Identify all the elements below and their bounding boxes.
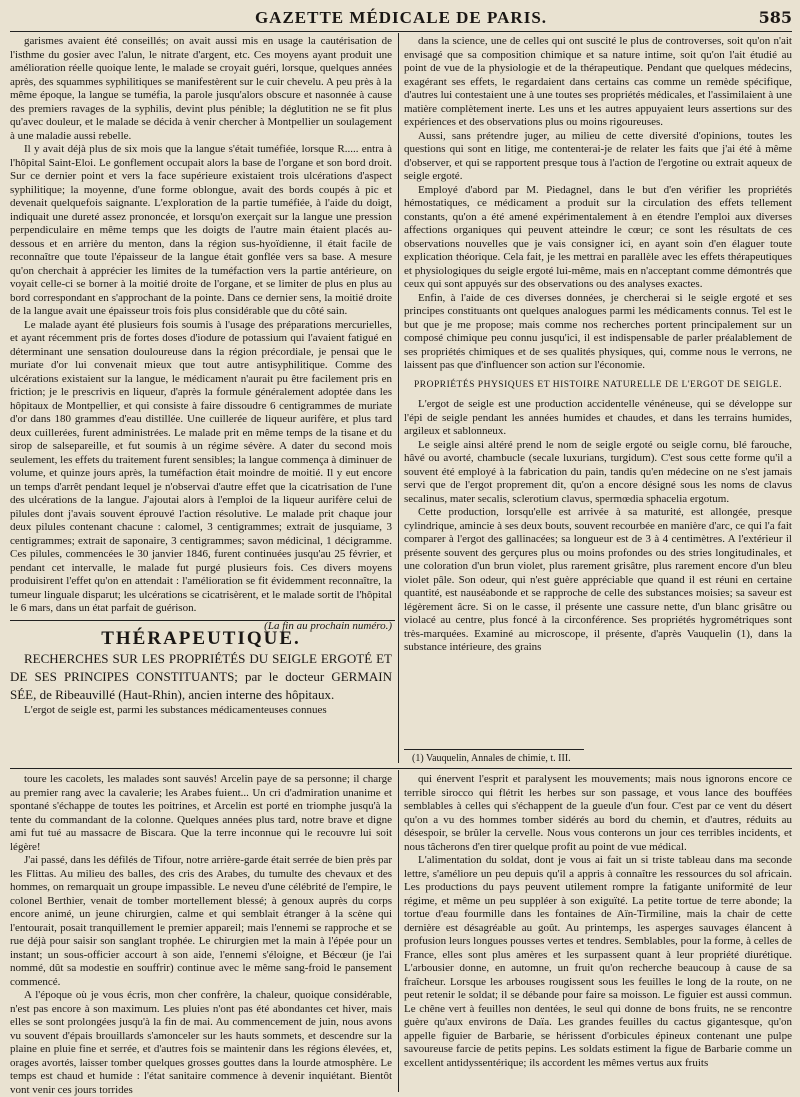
footnote: (1) Vauquelin, Annales de chimie, t. III. (412, 753, 571, 764)
paragraph: toure les cacolets, les malades sont sauvés! Arcelin paye de sa personne; il charge au premier rang avec la cavalerie; les Arabes fuient... Un cri d'admiration unanime et spontané s'échappe de toutes les poitrines, et Arcelin est porté en triomphe jusqu'à la tente du commandant de la colonne. Quelques années plus tard, notre brave et digne ami fut tué au massacre de Biscara. Que la terre inconnue qui le recouvre lui soit légère! (10, 773, 392, 853)
feuilleton-right (404, 773, 792, 1093)
journal-title: GAZETTE MÉDICALE DE PARIS. (254, 8, 548, 27)
paragraph: L'alimentation du soldat, dont je vous ai fait un si triste tableau dans ma seconde lettre, s'améliore un peu depuis qu'il a appris à connaître les ressources du sol africain. Les productions du pays peuvent utilement rompre la fatigante uniformité de leur régime, et même un peu suppléer à son exiguïté. La petite tortue de terre abonde; la tortue d'eau fourmille dans les fontaines de Aïn-Tirmiline, mais la chair de cette dernière est désagréable au goût. Au printemps, les asperges sauvages élancent à profusion leurs longues pousses vertes et tendres. Semblables, pour la forme, à celles de France, elles sont plus amères et les surpassent quant à leur propriété diurétique. L'arbousier donne, en automne, un fruit qu'on recherche beaucoup à cause de sa fraîcheur. Lorsque les arbouses rougissent sous les feuilles le long de la route, on ne peut retenir le soldat; il se débande pour faire sa moisson. Le figuier est aussi commun. Le chêne vert à feuilles non dentées, le seul qui donne de bons fruits, ne se rencontre guère qu'aux environs de Daïa. Les grandes feuilles du cactus gigantesque, qu'on appelle figuier de Barbarie, se hérissent d'orbicules épineux contenant une pulpe savoureuse farcie de petits pepins. Les soldats estiment la figue de Barbarie comme un excellent antidyssentérique; ils accordent les mêmes vertus aux fruits (404, 854, 792, 1069)
footnote-rule (404, 749, 584, 750)
column-divider-top (398, 33, 399, 763)
paragraph: L'ergot de seigle est une production accidentelle vénéneuse, qui se développe sur l'épi de seigle pendant les années humides et chaudes, et dans les terrains humides, argileux et sablonneux. (404, 398, 792, 437)
paragraph: Cette production, lorsqu'elle est arrivée à sa maturité, est allongée, presque cylindrique, amincie à ses deux bouts, souvent recourbée en manière d'arc, ce qui l'a fait comparer à l'ergot des gallinacées; sa longueur est de 3 à 4 centimètres. A l'extérieur il présente souvent des gerçures plus ou moins profondes ou des stries longitudinales, et une coloration d'un brun violet, plus rarement grisâtre, plus rarement encore d'un bleu violet pâle. Son odeur, qui n'est guère appréciable que quand il est réuni en certaine quantité, est nauséabonde et se rapproche de celle des substances moisies; sa saveur est légèrement âcre. Si on le casse, il présente une cassure nette, d'un blanc grisâtre ou violacé au centre, plus foncé à la circonférence. Ses propriétés hygrométriques sont très-marquées. Examiné au microscope, il présente, d'après Vauquelin (1), dans la substance intérieure, des grains (404, 506, 792, 653)
header-rule (10, 31, 792, 32)
section-rule (10, 620, 395, 621)
column-divider-bottom (398, 770, 399, 1092)
paragraph: Le seigle ainsi altéré prend le nom de seigle ergoté ou seigle cornu, blé farouche, hâvé ou avorté, chambucle (secale luxurians, turgidum). C'est sous cette forme qu'il a souvent été employé à la fabrication du pain, tandis qu'en médecine on ne s'est jamais servi que de l'ergot proprement dit, qu'on a encore désigné sous les noms de clavus secalinus, mater secalis, sclerotium clavus, spermœdia sphacelia ergotum. (404, 438, 792, 505)
paragraph: garismes avaient été conseillés; on avait aussi mis en usage la cautérisation de l'isthme du gosier avec l'alun, le nitrate d'argent, etc. Ces moyens ayant produit une amélioration réelle quoique lente, le malade se croyait guéri, lorsque, quelques années après, des squammes syphilitiques se manifestèrent sur le cuir chevelu. A peu près à la même époque, la langue se tuméfia, la parole jusqu'alors obscure et nasonnée à cause des premiers ravages de la syphilis, devint plus pénible; la déglutition ne se fit plus qu'avec douleur, et le malade se décida à venir chercher à Montpellier un soulagement à une maladie aussi rebelle. (10, 35, 392, 142)
subheading: PROPRIÉTÉS PHYSIQUES ET HISTOIRE NATURELLE DE L'ERGOT DE SEIGLE. (413, 379, 783, 390)
section-title: THÉRAPEUTIQUE. (101, 628, 301, 649)
paragraph: J'ai passé, dans les défilés de Tifour, notre arrière-garde était serrée de bien près par les Flittas. Au milieu des balles, des cris des Arabes, du tumulte des chevaux et des hommes, on remarquait un groupe impassible. Le neveu d'une célébrité de l'empire, le colonel Berthier, venait de tomber mortellement blessé; à genoux auprès du corps encore animé, un jeune chirurgien, calme et qui semblait étranger à la scène qui l'entourait, posait tranquillement le premier appareil; mais l'ennemi se rapproche et se rue déjà pour saisir son sanglant trophée. Le chirurgien met la main à l'épée pour un instant; un sous-officier accourt à son aide, l'ennemi s'éloigne, et Bécœur (je l'ai nommé, dût sa modestie en souffrir) continue avec le même sang-froid le pansement commencé. (10, 854, 392, 988)
article-opening: L'ergot de seigle est, parmi les substances médicamenteuses connues (24, 703, 327, 716)
therapeutique-section (10, 624, 392, 762)
paragraph: A l'époque où je vous écris, mon cher confrère, la chaleur, quoique considérable, n'est pas encore à son maximum. Les pluies n'ont pas été abondantes cet hiver, mais elles se sont prolongées jusqu'à la fin de mai. Au commencement de juin, nous avons vu souvent d'épais brouillards s'amonceler sur les hauts sommets, et descendre sur la plaine en pluie fine et serrée, et d'autres fois se maintenir dans les régions élevées, et, orages avortés, laisser tomber quelques grosses gouttes dans la lourde atmosphère. Le temps est chaud et humide : l'état sanitaire commence à devenir inquiétant. Bientôt vont venir ces jours torrides (10, 989, 392, 1096)
paragraph: Le malade ayant été plusieurs fois soumis à l'usage des préparations mercurielles, et ayant récemment pris de fortes doses d'iodure de potassium qui l'avaient fatigué en déterminant une sensation douloureuse dans la région précordiale, je pensai que le muriate d'or lui convenait mieux que tout autre antisyphilitique. Comme des ulcérations existaient sur la langue, le médicament n'aurait pu être facilement pris en friction; je le prescrivis en liqueur, d'après la formule généralement adoptée dans les hôpitaux de Montpellier, et qui consiste à faire dissoudre 6 centigrammes de muriate d'or dans 180 grammes d'eau distillée. Une cuillerée de liqueur aurifère, et plus tard deux cuillerées, furent administrées. Le malade prit en même temps de la tisane et du sirop de salsepareille, et fut soumis à un régime sévère. A dater du second mois seulement, les effets du traitement furent sensibles; la langue commença à diminuer de volume, et quinze jours après, la tuméfaction était moindre de moitié. Il y eut encore un temps d'arrêt pendant lequel je n'observai d'autre effet que la cicatrisation de l'une des ulcérations de la langue. J'ajoutai alors à l'emploi de la liqueur aurifère celui de pilules dont j'avais souvent éprouvé l'action résolutive. Le malade prit chaque jour deux pilules contenant chacune : calomel, 3 centigrammes; extrait de jusquiame, 3 centigrammes; extrait de saponaire, 3 centigrammes; savon médicinal, 1 décigramme. Ces pilules, commencées le 30 janvier 1846, furent continuées jusqu'au 25 février, et pendant cet intervalle, le malade fut purgé plusieurs fois. Ces divers moyens produisirent l'effet qu'on en attendait : l'amélioration se fit évidemment reconnaître, la tumeur linguale disparut; les ulcérations se cicatrisèrent, et le malade sortit de l'hôpital le 6 mars, dans un état parfait de guérison. (10, 318, 392, 614)
to-be-continued: (La fin au prochain numéro.) (264, 619, 392, 632)
paragraph: Il y avait déjà plus de six mois que la langue s'était tuméfiée, lorsque R..... entra à l'hôpital Saint-Eloi. Le gonflement occupait alors la base de l'organe et son bord droit. Sur ce dernier point et vers la face supérieure existaient trois ulcérations d'aspect syphilitique; la moyenne, d'une forme oblongue, avait des bords coupés à pic et devenait quelquefois saignante. L'exploration de la partie tuméfiée, à l'aide du doigt, indiquait une dureté assez prononcée, et lorsqu'on exerçait sur la langue une pression perpendiculaire en même temps que les doigts de l'autre main étaient placés au-dessous et en arrière du menton, dans la région sus-hyoïdienne, il était facile de reconnaître que toute l'épaisseur de la langue était gonflée vers sa base. A mesure qu'on cherchait à apprécier les limites de la tuméfaction vers la partie antérieure, on voyait celle-ci se borner à la moitié droite de l'organe, et se limiter de plus en plus au bord correspondant en s'approchant de la pointe. Dans ce dernier sens, la moitié droite de la langue avait une épaisseur trois fois plus considérable que du côté sain. (10, 143, 392, 317)
feuilleton-rule (10, 768, 792, 769)
column-right-top (404, 35, 792, 747)
feuilleton-left (10, 773, 392, 1096)
paragraph: Enfin, à l'aide de ces diverses données, je chercherai si le seigle ergoté et ses principes constituants ont quelques analogues parmi les médicaments connus. Tel est le but que je me propose; mais comme nos recherches portent principalement sur un composé chimique peu connu jusqu'ici, il est indispensable de parler préalablement de ses propriétés chimiques et de ses qualités physiques, qui, comme nous le verrons, ne laissent pas que d'influencer son action sur l'économie. (404, 291, 792, 371)
article-title: RECHERCHES SUR LES PROPRIÉTÉS DU SEIGLE ERGOTÉ ET DE SES PRINCIPES CONSTITUANTS; par le docteur GERMAIN SÉE, de Ribeauvillé (Haut-Rhin), ancien interne des hôpitaux. (10, 650, 392, 702)
page-header (10, 8, 792, 30)
paragraph: dans la science, une de celles qui ont suscité le plus de controverses, soit qu'on n'ait envisagé que sa composition chimique et sa nature intime, soit qu'on l'ait étudié au point de vue de la physiologie et de la thérapeutique. Pendant que quelques médecins, exagérant ses effets, le regardaient dans certains cas comme un remède spécifique, d'autres lui contestaient une à une toutes ses propriétés médicales, et l'assimilaient à une matière complètement inerte. Les uns et les autres appuyaient leurs assertions sur des expériences et des observations plus ou moins rigoureuses. (404, 35, 792, 128)
paragraph: Employé d'abord par M. Piedagnel, dans le but d'en vérifier les propriétés hémostatiques, ce médicament a produit sur la circulation des effets tellement constants, qu'on a été amené expérimentalement à en étendre l'emploi aux diverses affections organiques qui peuvent atteindre le cœur; ce sont les résultats de ces observations nouvelles que je vais consigner ici, en ayant soin d'en élaguer toute explication théorique. Cela fait, je les mettrai en parallèle avec les effets thérapeutiques et physiologiques du seigle ergoté lui-même, mais en n'acceptant comme démontrés que ceux qui sont appuyés sur des observations ou des analyses exactes. (404, 183, 792, 290)
paragraph: qui énervent l'esprit et paralysent les mouvements; mais nous ignorons encore ce terrible sirocco qui flétrit les herbes sur son passage, et vous lance des bouffées semblables à celles qui s'échappent de la gueule d'un four. C'est par ce vent du désert qu'on a vu des hommes tomber sidérés au bord du chemin, et d'autres, réduits au désespoir, se brûler la cervelle. Nous vous conterons un jour ces terribles incidents, et nous tâcherons d'en tirer quelque profit au point de vue médical. (404, 773, 792, 853)
paragraph: Aussi, sans prétendre juger, au milieu de cette diversité d'opinions, toutes les questions qui sont en litige, me contenterai-je de relater les faits que j'ai été à même d'observer, et qui se rapportent presque tous à l'action de l'ergotine ou extrait aqueux de seigle ergoté. (404, 129, 792, 182)
column-left-top (10, 35, 392, 632)
page-number: 585 (758, 8, 792, 27)
